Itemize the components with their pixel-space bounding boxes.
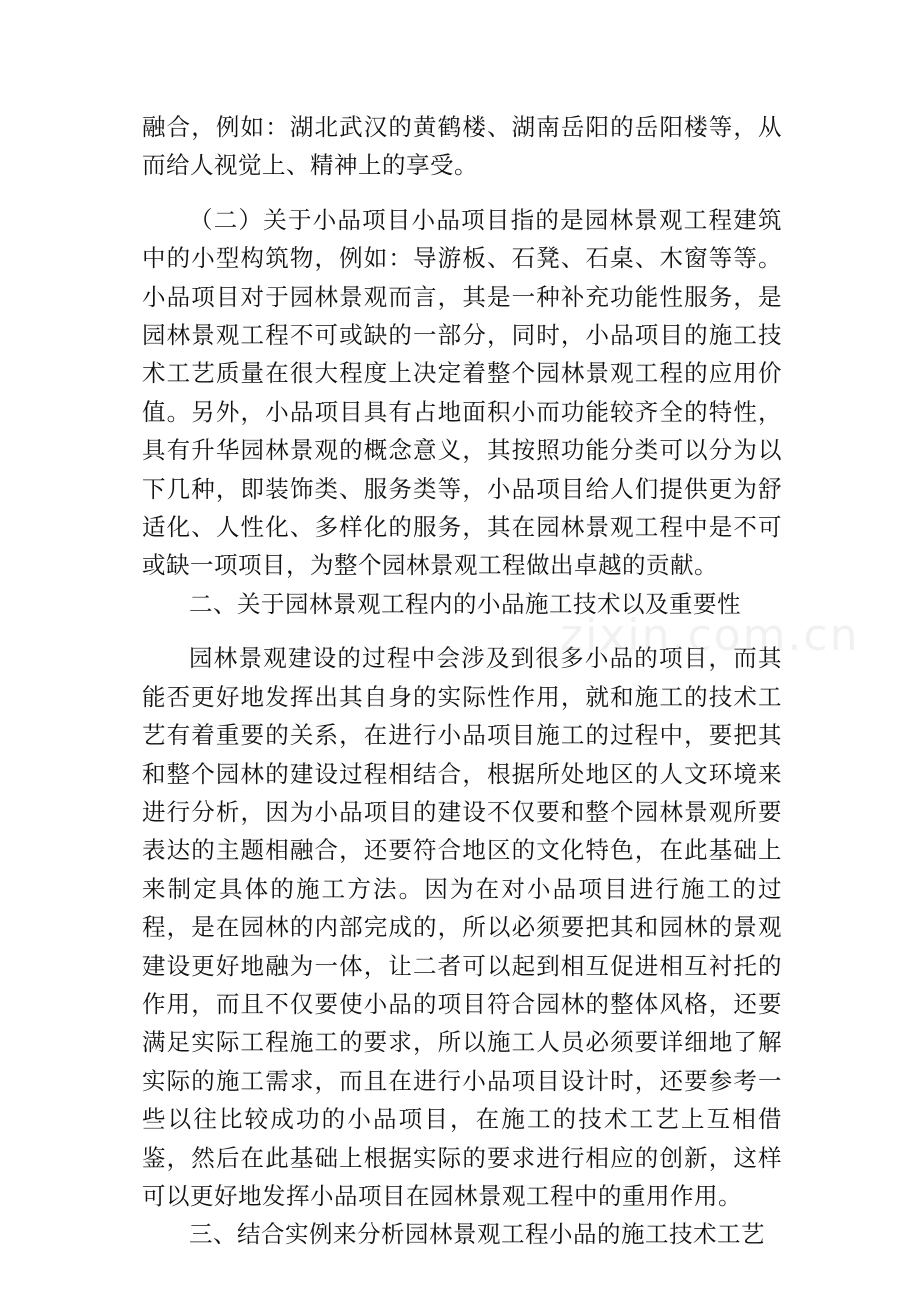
paragraph-construction-importance: 园林景观建设的过程中会涉及到很多小品的项目，而其能否更好地发挥出其自身的实际性作用，就和施工的技术工艺有着重要的关系，在进行小品项目施工的过程中，要把其和整个园林的建设过程相结合，根据所处地区的人文环境来进行分析，因为小品项目的建设不仅要和整个园林景观所要表达的主题相融合，还要符合地区的文化特色，在此基础上来制定具体的施工方法。因为在对小品项目进行施工的过程，是在园林的内部完成的，所以必须要把其和园林的景观建设更好地融为一体，让二者可以起到相互促进相互衬托的作用，而且不仅要使小品的项目符合园林的整体风格，还要满足实际工程施工的要求，所以施工人员必须要详细地了解实际的施工需求，而且在进行小品项目设计时，还要参考一些以往比较成功的小品项目，在施工的技术工艺上互相借鉴，然后在此基础上根据实际的要求进行相应的创新，这样可以更好地发挥小品项目在园林景观工程中的重用作用。 <box>142 644 782 1210</box>
section-heading-3: 三、结合实例来分析园林景观工程小品的施工技术工艺 <box>189 1220 765 1249</box>
watermark: zixin.com.cn <box>560 610 860 661</box>
paragraph-continuation: 融合，例如：湖北武汉的黄鹤楼、湖南岳阳的岳阳楼等，从而给人视觉上、精神上的享受。 <box>142 113 782 180</box>
section-heading-2: 二、关于园林景观工程内的小品施工技术以及重要性 <box>189 589 741 618</box>
paragraph-small-items: （二）关于小品项目小品项目指的是园林景观工程建筑中的小型构筑物，例如：导游板、石凳、石桌、木窗等等。小品项目对于园林景观而言，其是一种补充功能性服务，是园林景观工程不可或缺的一部分，同时，小品项目的施工技术工艺质量在很大程度上决定着整个园林景观工程的应用价值。另外，小品项目具有占地面积小而功能较齐全的特性，具有升华园林景观的概念意义，其按照功能分类可以分为以下几种，即装饰类、服务类等，小品项目给人们提供更为舒适化、人性化、多样化的服务，其在园林景观工程中是不可或缺一项项目，为整个园林景观工程做出卓越的贡献。 <box>142 205 782 580</box>
document-body <box>142 108 782 1254</box>
